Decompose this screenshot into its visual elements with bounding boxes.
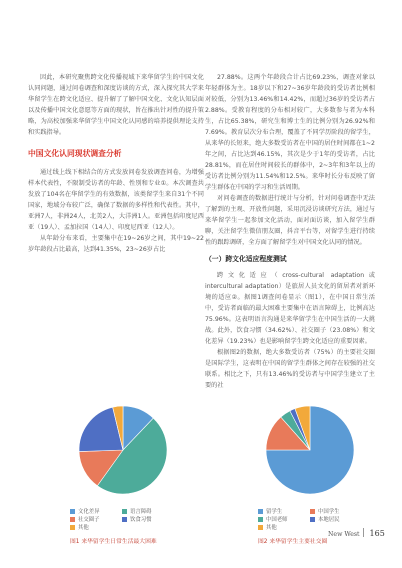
figure2-legend-label: 本地居民 [318,517,340,523]
body-paragraph: 对问卷调查的数据进行统计与分析，针对问卷调查中无法了解到的主观、开放性问题，采用沉浸访谈研究方法，通过与来华留学生一起参加文化活动，面对面访谈，加入留学生群聊，关注留学生微信朋友圈，抖音平台等，对留学生进行持续性的跟踪调研，全方面了解留学生对中国文化认同的情况。 [205,195,375,246]
figure1-caption: 图1 来华留学生日常生活最大困难 [70,539,157,545]
body-paragraph: 从年龄分布来看，主要集中在19~26岁之间，其中19~22岁年龄段占比最高，达到41.35%，23~26岁占比 [28,235,204,253]
footer-divider [363,528,364,537]
right-column [205,72,375,391]
figure2-legend-item [258,515,288,523]
section-heading: 中国文化认同现状调查分析 [28,149,122,158]
figure2-legend-swatch [310,509,315,514]
body-paragraph: 跨文化适应（cross-cultural adaptation或intercultural adaptation）是旅居人员文化的留居者对新环境的适应②。据图1调查问卷显示（图1），在中国日常生活中，受访者面临的最大困难主要集中在语言障碍上，比例高达75.96%。这表明语言沟通是来华留学生在中国生活的一大挑战。此外，饮食习惯（34.62%）、社交圈子（23.08%）和文化差异（19.23%）也是影响留学生跨文化适应的重要因素。 [205,272,375,345]
figure1-legend-item [70,515,100,523]
figure1-legend-item [122,507,152,515]
figure1-legend-swatch [122,509,127,514]
figure1-legend-swatch [70,525,75,530]
figure2-legend-item [258,523,277,531]
figure2-pie-chart [260,400,360,500]
figure1-pie-chart [73,400,173,500]
figure2-legend-swatch [310,517,315,522]
figure1-legend-label: 语言障碍 [130,509,152,515]
figure1-legend-item [122,515,152,523]
figure2-legend-label: 留学生 [266,509,283,515]
figure1-legend-swatch [122,517,127,522]
figure1-legend-label: 社交圈子 [78,517,100,523]
figure2-legend-swatch [258,509,263,514]
figure1-legend-item [70,523,89,531]
journal-name: New West [328,531,360,538]
figure2-caption: 图2 来华留学生主要社交圈 [258,539,328,545]
figure2-legend-label: 其他 [266,525,277,531]
figure2-pie-svg [260,400,360,500]
figure1-legend-label: 文化差异 [78,509,100,515]
body-paragraph: 根据图2的数据，绝大多数受访者（75%）的主要社交圈是国际学生，这表明在中国的留学生群体之间存在较强的社交联系。相比之下，只有13.46%的受访者与中国学生建立了主要的社 [205,349,375,389]
figure1-legend-label: 其他 [78,525,89,531]
figure1-legend-item [70,507,100,515]
figure2-legend-item [310,507,340,515]
body-paragraph: 27.88%。这两个年龄段合计占比69.23%，调查对象以年轻群体为主。18岁以下和27~36岁年龄段的受访者比例相对较低，分别为13.46%和14.42%，而超过36岁的受访者占2.88%。受教育程度的分布相对较广，大多数参与者为本科生，占比65.38%，研究生和博士生的比例分别为26.92%和7.69%。教育层次分布合理，覆盖了不同学历阶段的留学生，从来华的长短来，绝大多数受访者在中国的居住时间都在1~2年之间，占比达到46.15%，其次是少于1年的受访者，占比28.81%，而在居住时间较长的群体中，2~3年和3年以上的受访者比例分别为11.54%和12.5%。来华时长分布反映了留学生群体在中国的学习和生活周期。 [205,74,375,191]
figure2-legend-item [258,507,282,515]
left-column [28,72,204,255]
figure2-legend-swatch [258,517,263,522]
body-paragraph: 通过线上线下相结合的方式发放问卷发放调查问卷，为增强样本代表性，不限制受访者的年龄、性别和专业①。本次调查共发放了104名在华留学生的有效数据，该类留学生来自31个不同国家，地域分布较广泛，确保了数据的多样性和代表性。其中，亚洲7人，非洲24人，北美2人，大洋洲1人。亚洲包括印度尼西亚（19人）、孟加拉国（14人）、印度尼西亚（12人）。 [28,169,204,231]
figure2-legend-item [310,515,340,523]
page-number: 165 [369,529,385,538]
page-footer [328,528,385,538]
figure1-legend-swatch [70,509,75,514]
body-paragraph: 因此，本研究聚焦跨文化传播视域下来华留学生的中国文化认同问题，通过问卷调查和深度访谈的方式，深入探究其大学来华留学生在跨文化适应、提升解了了解中国文化、文化认知层面以及传播中国文化意愿等方面的现状，旨在推出针对性的提升策略，为高校加强来华留学生中国文化认同感的培养提供理论支持和实践指导。 [28,74,204,136]
figure1-legend-label: 饮食习惯 [130,517,152,523]
figure2-legend-swatch [258,525,263,530]
figure2-legend-label: 中国老师 [266,517,288,523]
figure1-pie-svg [73,400,173,500]
figure1-legend [70,507,180,531]
figure1-legend-swatch [70,517,75,522]
figure2-legend-label: 中国学生 [318,509,340,515]
subsection-heading: （一）跨文化适应程度测试 [205,255,287,263]
